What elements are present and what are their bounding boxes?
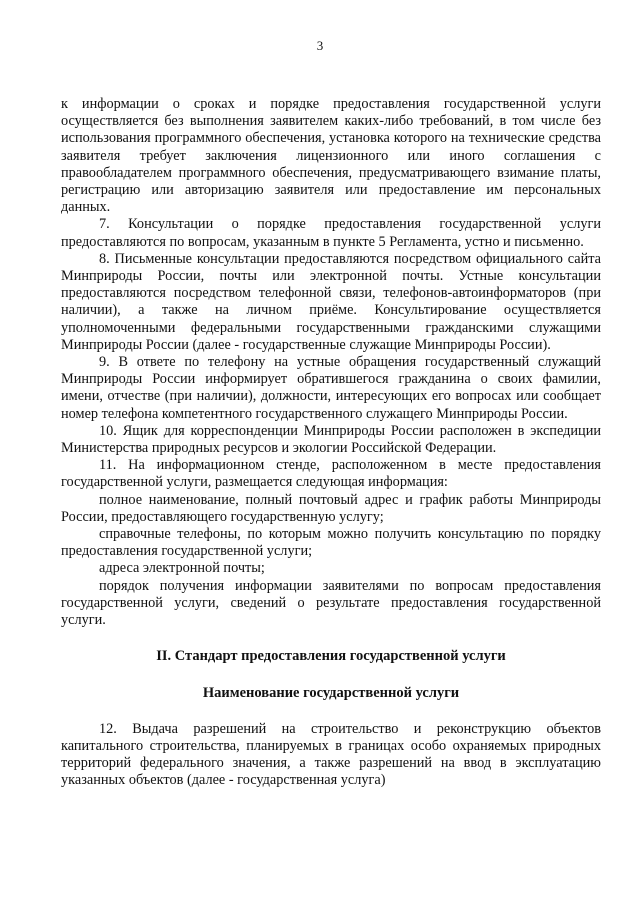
paragraph: 8. Письменные консультации предоставляются посредством официального сайта Минприроды России, почты или электронной почты. Устные консультации предоставляются посредством телефонной связи, телефонов-автоинформаторов (при наличии), а также на личном приёме. Консультирование осуществляется уполномоченными федеральными государственными гражданскими служащими Минприроды России (далее - государственные служащие Минприроды России).: [61, 250, 601, 353]
paragraph: 7. Консультации о порядке предоставления государственной услуги предоставляются по вопросам, указанным в пункте 5 Регламента, устно и письменно.: [61, 216, 601, 250]
paragraph: 12. Выдача разрешений на строительство и реконструкцию объектов капитального строительства, планируемых в границах особо охраняемых природных территорий федерального значения, а также разрешений на ввод в эксплуатацию указанных объектов (далее - государственная услуга): [61, 720, 601, 789]
paragraph: 11. На информационном стенде, расположенном в месте предоставления государственной услуги, размещается следующая информация:: [61, 457, 601, 491]
page-number: 3: [316, 38, 324, 53]
list-item: порядок получения информации заявителями по вопросам предоставления государственной услуги, сведений о результате предоставления государственной услуги.: [61, 577, 601, 629]
list-item: полное наименование, полный почтовый адрес и график работы Минприроды России, предоставляющего государственную услугу;: [61, 491, 601, 525]
section-heading: II. Стандарт предоставления государственной услуги: [156, 648, 506, 665]
paragraph: к информации о сроках и порядке предоставления государственной услуги осуществляется без выполнения заявителем каких-либо требований, в том числе без использования программного обеспечения, установка которого на технические средства заявителя требует заключения лицензионного или иного соглашения с правообладателем программного обеспечения, предусматривающего взимание платы, регистрацию или авторизацию заявителя или предоставление им персональных данных.: [61, 96, 601, 216]
subsection-heading: Наименование государственной услуги: [202, 684, 460, 701]
paragraph: 9. В ответе по телефону на устные обращения государственный служащий Минприроды России информирует обратившегося гражданина о своих фамилии, имени, отчестве (при наличии), должности, интересующих его вопросах или сообщает номер телефона компетентного государственного служащего Минприроды России.: [61, 354, 601, 422]
list-item: адреса электронной почты;: [99, 560, 265, 577]
list-item: справочные телефоны, по которым можно получить консультацию по порядку предоставления государственной услуги;: [61, 526, 601, 560]
document-body: [61, 96, 601, 790]
paragraph: 10. Ящик для корреспонденции Минприроды России расположен в экспедиции Министерства природных ресурсов и экологии Российской Федерации.: [61, 422, 601, 457]
